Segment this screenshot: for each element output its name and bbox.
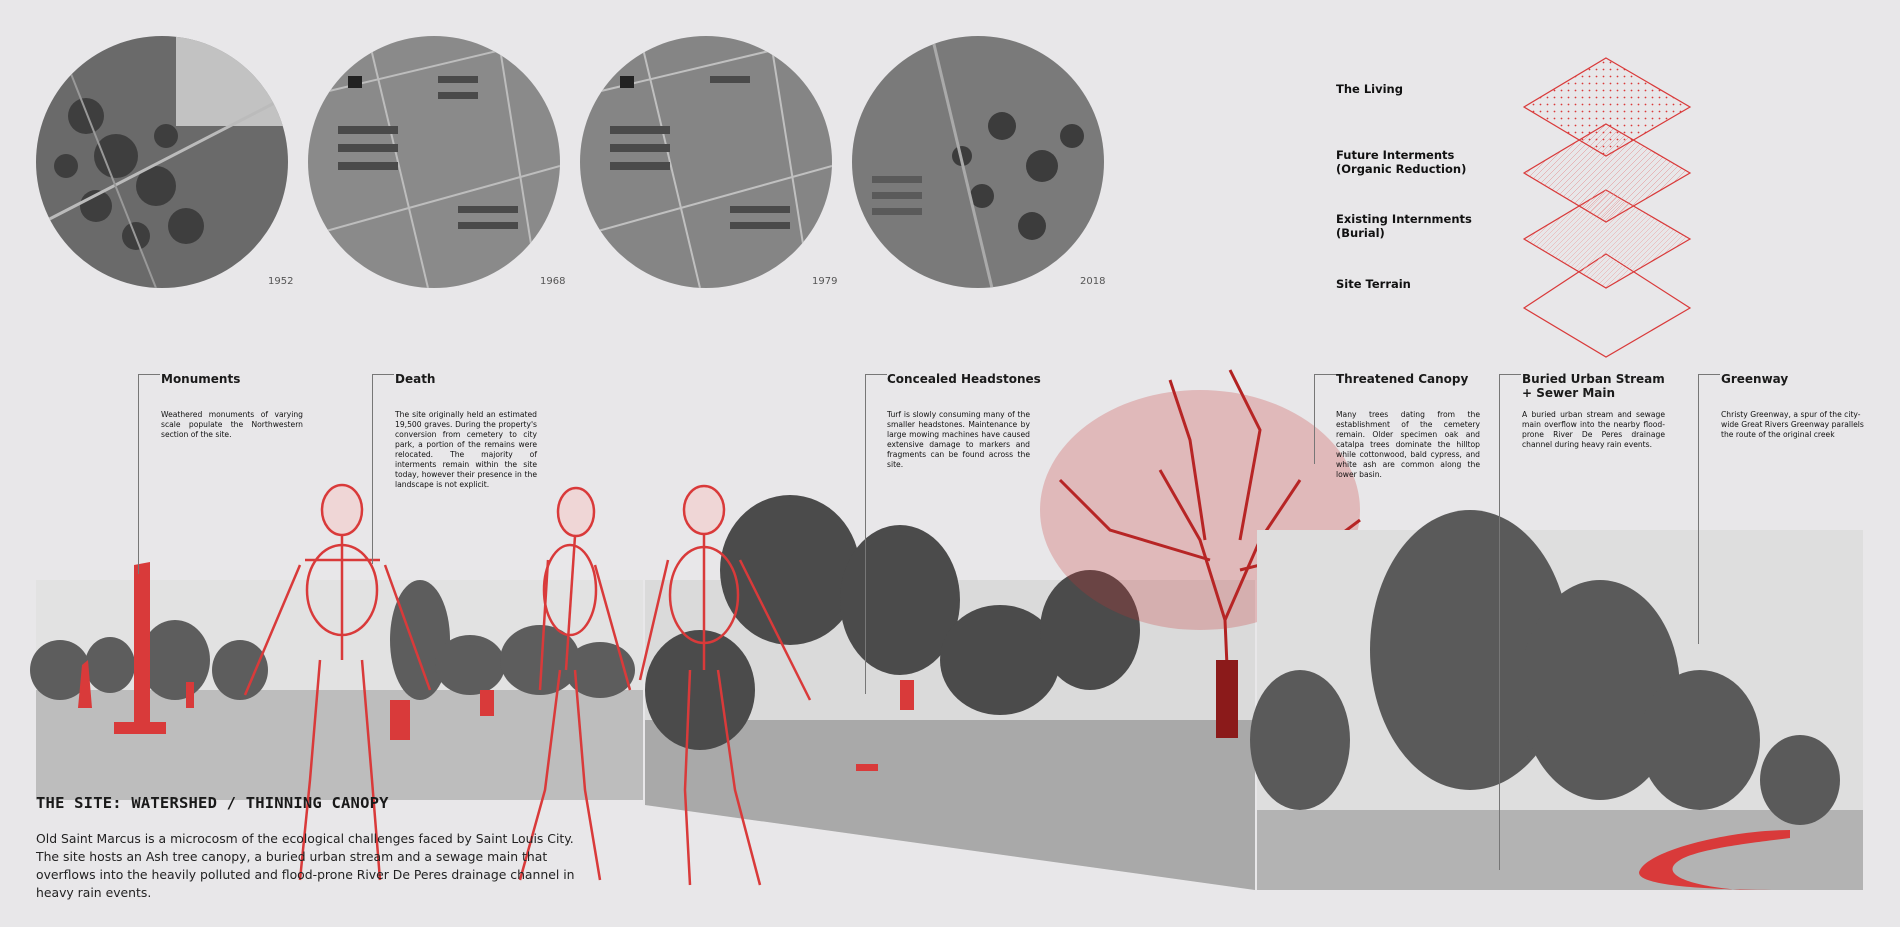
layer-the-living [1524,58,1690,156]
legend-the-living: The Living [1336,82,1403,96]
callout-death-body: The site originally held an estimated 19,500 graves. During the property's conversion from cemetery to city park, a portion of the remains were relocated. The majority of interments remain within the site today, however their presence in the landscape is not explicit. [395,410,537,489]
aerial-photo-1979 [580,36,832,288]
legend-site-terrain: Site Terrain [1336,277,1411,291]
legend-future-line1: Future Interments [1336,148,1455,162]
callout-greenway-leader [1698,374,1699,644]
site-description: Old Saint Marcus is a microcosm of the ecological challenges faced by Saint Louis City. The site hosts an Ash tree canopy, a buried urban stream and a sewage main that overflows into the heavily polluted and flood-prone River De Peres drainage channel in heavy rain events. [36,831,575,900]
legend-existing-line2: (Burial) [1336,226,1385,240]
callout-canopy-body: Many trees dating from the establishment of the cemetery remain. Older specimen oak and catalpa trees dominate the hilltop while cottonwood, bald cypress, and white ash are common along the lower basin. [1336,410,1480,479]
aerial-2018-image [852,36,1104,288]
year-label: 2018 [1080,276,1106,287]
callout-stream-title-line1: Buried Urban Stream [1522,372,1665,386]
callout-monuments-leader [138,374,139,574]
legend-future-line2: (Organic Reduction) [1336,162,1467,176]
panel-monuments-photo [30,562,643,800]
callout-monuments-body: Weathered monuments of varying scale populate the Northwestern section of the site. [161,410,303,439]
callout-stream-title-line2: + Sewer Main [1522,386,1616,400]
legend-existing-internments [1336,212,1472,240]
year-label: 1952 [268,276,294,287]
aerial-1952-image [36,36,288,288]
year-label: 1979 [812,276,838,287]
layer-stack-diagram [1516,52,1696,362]
callout-canopy-title: Threatened Canopy [1336,372,1469,386]
year-label: 1968 [540,276,566,287]
callout-canopy-leader [1314,374,1315,464]
site-title: THE SITE: WATERSHED / THINNING CANOPY [36,794,389,812]
callout-death-tick [372,374,394,375]
callout-headstones-title: Concealed Headstones [887,372,1041,386]
callout-stream-body: A buried urban stream and sewage main overflow into the nearby flood-prone River De Peres drainage channel during heavy rain events. [1522,410,1665,449]
callout-stream-title [1522,372,1665,400]
callout-monuments-tick [138,374,160,375]
legend-future-interments [1336,148,1466,176]
legend-existing-line1: Existing Internments [1336,212,1472,226]
callout-headstones-leader [865,374,866,694]
callout-headstones-tick [865,374,887,375]
aerial-photo-1968 [308,36,560,288]
callout-stream-tick [1499,374,1521,375]
panel-canopy-photo [1250,510,1863,890]
aerial-1968-image [308,36,560,288]
callout-monuments-title: Monuments [161,372,241,386]
callout-death-leader [372,374,373,564]
callout-greenway-title: Greenway [1721,372,1789,386]
aerial-photo-1952 [36,36,288,288]
callout-greenway-tick [1698,374,1720,375]
aerial-photo-2018 [852,36,1104,288]
callout-death-title: Death [395,372,436,386]
aerial-1979-image [580,36,832,288]
callout-headstones-body: Turf is slowly consuming many of the smaller headstones. Maintenance by large mowing machines have caused extensive damage to markers and fragments can be found across the site. [887,410,1030,469]
callout-canopy-tick [1314,374,1336,375]
callout-greenway-body: Christy Greenway, a spur of the city-wide Great Rivers Greenway parallels the route of the original creek [1721,410,1864,439]
callout-stream-leader [1499,374,1500,870]
